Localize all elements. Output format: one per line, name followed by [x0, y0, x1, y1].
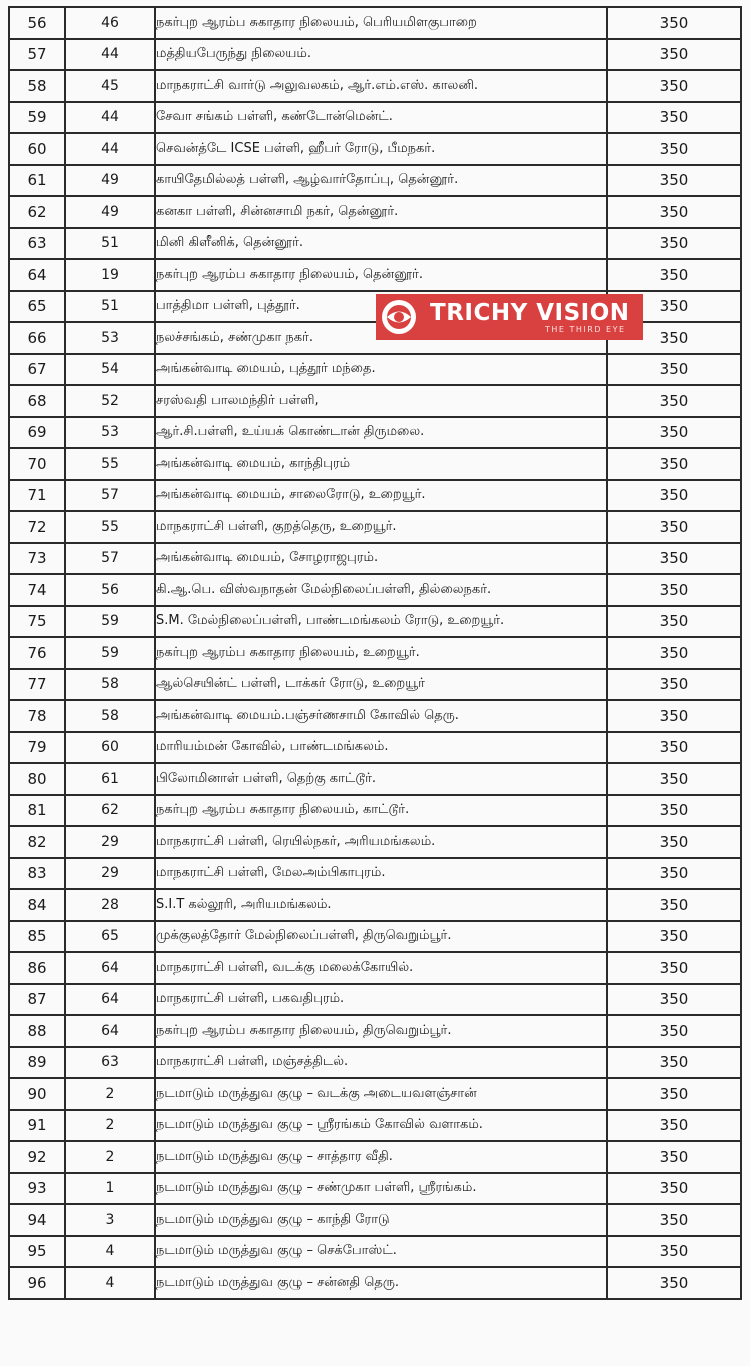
table-row: [9, 795, 741, 827]
table-row: [9, 732, 741, 764]
serial-number-cell: 79: [9, 732, 65, 764]
serial-number-cell: 72: [9, 511, 65, 543]
centre-location-cell: ஆர்.சி.பள்ளி, உய்யக் கொண்டான் திருமலை.: [155, 417, 607, 449]
ward-number-cell: 51: [65, 228, 155, 260]
ward-number-cell: 52: [65, 385, 155, 417]
dose-count-cell: 350: [607, 102, 741, 134]
dose-count-cell: 350: [607, 322, 741, 354]
dose-count-cell: 350: [607, 7, 741, 39]
watermark-brand: TRICHY VISION: [430, 299, 630, 326]
ward-number-cell: 53: [65, 417, 155, 449]
dose-count-cell: 350: [607, 952, 741, 984]
dose-count-cell: 350: [607, 448, 741, 480]
centre-location-cell: அங்கன்வாடி மையம், சாலைரோடு, உறையூர்.: [155, 480, 607, 512]
centre-location-cell: நகர்புற ஆரம்ப சுகாதார நிலையம், காட்டூர்.: [155, 795, 607, 827]
serial-number-cell: 56: [9, 7, 65, 39]
table-row: [9, 543, 741, 575]
centre-location-cell: கனகா பள்ளி, சின்னசாமி நகர், தென்னூர்.: [155, 196, 607, 228]
serial-number-cell: 76: [9, 637, 65, 669]
dose-count-cell: 350: [607, 133, 741, 165]
ward-number-cell: 44: [65, 102, 155, 134]
dose-count-cell: 350: [607, 70, 741, 102]
dose-count-cell: 350: [607, 291, 741, 323]
table-row: [9, 1204, 741, 1236]
dose-count-cell: 350: [607, 1015, 741, 1047]
serial-number-cell: 78: [9, 700, 65, 732]
dose-count-cell: 350: [607, 669, 741, 701]
dose-count-cell: 350: [607, 889, 741, 921]
dose-count-cell: 350: [607, 354, 741, 386]
serial-number-cell: 70: [9, 448, 65, 480]
table-row: [9, 511, 741, 543]
ward-number-cell: 55: [65, 448, 155, 480]
dose-count-cell: 350: [607, 1204, 741, 1236]
table-row: [9, 889, 741, 921]
serial-number-cell: 83: [9, 858, 65, 890]
dose-count-cell: 350: [607, 39, 741, 71]
table-row: [9, 259, 741, 291]
ward-number-cell: 2: [65, 1141, 155, 1173]
centre-location-cell: அங்கன்வாடி மையம், புத்தூர் மந்தை.: [155, 354, 607, 386]
serial-number-cell: 64: [9, 259, 65, 291]
centre-location-cell: மாரியம்மன் கோவில், பாண்டமங்கலம்.: [155, 732, 607, 764]
serial-number-cell: 96: [9, 1267, 65, 1299]
table-row: [9, 952, 741, 984]
centre-location-cell: அங்கன்வாடி மையம், காந்திபுரம்: [155, 448, 607, 480]
ward-number-cell: 58: [65, 669, 155, 701]
centre-location-cell: பாத்திமா பள்ளி, புத்தூர்.: [155, 291, 607, 323]
dose-count-cell: 350: [607, 1173, 741, 1205]
table-row: [9, 1141, 741, 1173]
centre-location-cell: நடமாடும் மருத்துவ குழு – காந்தி ரோடு: [155, 1204, 607, 1236]
serial-number-cell: 73: [9, 543, 65, 575]
table-row: [9, 1236, 741, 1268]
centre-location-cell: காயிதேமில்லத் பள்ளி, ஆழ்வார்தோப்பு, தென்னூர்.: [155, 165, 607, 197]
ward-number-cell: 49: [65, 165, 155, 197]
watermark-tagline: THE THIRD EYE: [545, 324, 626, 334]
ward-number-cell: 45: [65, 70, 155, 102]
ward-number-cell: 64: [65, 984, 155, 1016]
centre-location-cell: மாநகராட்சி பள்ளி, மேலஅம்பிகாபுரம்.: [155, 858, 607, 890]
dose-count-cell: 350: [607, 228, 741, 260]
centre-location-cell: சேவா சங்கம் பள்ளி, கண்டோன்மென்ட்.: [155, 102, 607, 134]
table-row: [9, 763, 741, 795]
centre-location-cell: நகர்புற ஆரம்ப சுகாதார நிலையம், உறையூர்.: [155, 637, 607, 669]
dose-count-cell: 350: [607, 1236, 741, 1268]
serial-number-cell: 94: [9, 1204, 65, 1236]
ward-number-cell: 57: [65, 480, 155, 512]
ward-number-cell: 4: [65, 1267, 155, 1299]
centre-location-cell: S.I.T கல்லூரி, அரியமங்கலம்.: [155, 889, 607, 921]
ward-number-cell: 63: [65, 1047, 155, 1079]
table-row: [9, 921, 741, 953]
serial-number-cell: 88: [9, 1015, 65, 1047]
serial-number-cell: 77: [9, 669, 65, 701]
centre-location-cell: பிலோமினாள் பள்ளி, தெற்கு காட்டூர்.: [155, 763, 607, 795]
serial-number-cell: 81: [9, 795, 65, 827]
centre-location-cell: அங்கன்வாடி மையம், சோழராஜபுரம்.: [155, 543, 607, 575]
dose-count-cell: 350: [607, 165, 741, 197]
dose-count-cell: 350: [607, 1141, 741, 1173]
dose-count-cell: 350: [607, 732, 741, 764]
serial-number-cell: 90: [9, 1078, 65, 1110]
serial-number-cell: 57: [9, 39, 65, 71]
dose-count-cell: 350: [607, 637, 741, 669]
centre-location-cell: S.M. மேல்நிலைப்பள்ளி, பாண்டமங்கலம் ரோடு, உறையூர்.: [155, 606, 607, 638]
table-row: [9, 70, 741, 102]
centre-location-cell: மாநகராட்சி வார்டு அலுவலகம், ஆர்.எம்.எஸ். காலனி.: [155, 70, 607, 102]
ward-number-cell: 59: [65, 606, 155, 638]
dose-count-cell: 350: [607, 385, 741, 417]
serial-number-cell: 60: [9, 133, 65, 165]
serial-number-cell: 69: [9, 417, 65, 449]
ward-number-cell: 55: [65, 511, 155, 543]
centre-location-cell: மத்தியபேருந்து நிலையம்.: [155, 39, 607, 71]
table-row: [9, 165, 741, 197]
table-row: [9, 417, 741, 449]
serial-number-cell: 87: [9, 984, 65, 1016]
ward-number-cell: 28: [65, 889, 155, 921]
centre-location-cell: நடமாடும் மருத்துவ குழு – சாத்தார வீதி.: [155, 1141, 607, 1173]
serial-number-cell: 66: [9, 322, 65, 354]
table-row: [9, 196, 741, 228]
table-row: [9, 133, 741, 165]
table-row: [9, 1173, 741, 1205]
centre-location-cell: கி.ஆ.பெ. விஸ்வநாதன் மேல்நிலைப்பள்ளி, தில்லைநகர்.: [155, 574, 607, 606]
centre-location-cell: சரஸ்வதி பாலமந்திர் பள்ளி,: [155, 385, 607, 417]
dose-count-cell: 350: [607, 259, 741, 291]
table-row: [9, 7, 741, 39]
dose-count-cell: 350: [607, 480, 741, 512]
table-body: [9, 7, 741, 1299]
centre-location-cell: ஆல்செயின்ட் பள்ளி, டாக்கர் ரோடு, உறையூர்: [155, 669, 607, 701]
ward-number-cell: 53: [65, 322, 155, 354]
ward-number-cell: 56: [65, 574, 155, 606]
ward-number-cell: 29: [65, 826, 155, 858]
serial-number-cell: 95: [9, 1236, 65, 1268]
ward-number-cell: 4: [65, 1236, 155, 1268]
centre-location-cell: மினி கிளீனிக், தென்னூர்.: [155, 228, 607, 260]
centre-location-cell: மாநகராட்சி பள்ளி, ரெயில்நகர், அரியமங்கலம்.: [155, 826, 607, 858]
dose-count-cell: 350: [607, 700, 741, 732]
dose-count-cell: 350: [607, 795, 741, 827]
ward-number-cell: 64: [65, 1015, 155, 1047]
ward-number-cell: 65: [65, 921, 155, 953]
centre-location-cell: நடமாடும் மருத்துவ குழு – சன்னதி தெரு.: [155, 1267, 607, 1299]
dose-count-cell: 350: [607, 1267, 741, 1299]
centre-location-cell: மாநகராட்சி பள்ளி, வடக்கு மலைக்கோயில்.: [155, 952, 607, 984]
centre-location-cell: முக்குலத்தோர் மேல்நிலைப்பள்ளி, திருவெறும்பூர்.: [155, 921, 607, 953]
dose-count-cell: 350: [607, 858, 741, 890]
ward-number-cell: 61: [65, 763, 155, 795]
table-row: [9, 480, 741, 512]
centre-location-cell: மாநகராட்சி பள்ளி, மஞ்சத்திடல்.: [155, 1047, 607, 1079]
eye-icon: [376, 294, 422, 340]
table-row: [9, 574, 741, 606]
ward-number-cell: 60: [65, 732, 155, 764]
dose-count-cell: 350: [607, 606, 741, 638]
table-row: [9, 858, 741, 890]
table-row: [9, 700, 741, 732]
ward-number-cell: 57: [65, 543, 155, 575]
serial-number-cell: 67: [9, 354, 65, 386]
serial-number-cell: 85: [9, 921, 65, 953]
dose-count-cell: 350: [607, 417, 741, 449]
serial-number-cell: 92: [9, 1141, 65, 1173]
dose-count-cell: 350: [607, 574, 741, 606]
serial-number-cell: 59: [9, 102, 65, 134]
serial-number-cell: 89: [9, 1047, 65, 1079]
ward-number-cell: 51: [65, 291, 155, 323]
dose-count-cell: 350: [607, 511, 741, 543]
table-row: [9, 1267, 741, 1299]
dose-count-cell: 350: [607, 921, 741, 953]
centre-location-cell: நடமாடும் மருத்துவ குழு – ஸ்ரீரங்கம் கோவில் வளாகம்.: [155, 1110, 607, 1142]
serial-number-cell: 71: [9, 480, 65, 512]
table-row: [9, 606, 741, 638]
centre-location-cell: நடமாடும் மருத்துவ குழு – வடக்கு அடையவளஞ்சான்: [155, 1078, 607, 1110]
serial-number-cell: 91: [9, 1110, 65, 1142]
centre-location-cell: செவன்த்டே ICSE பள்ளி, ஹீபர் ரோடு, பீமநகர்.: [155, 133, 607, 165]
centre-location-cell: நகர்புற ஆரம்ப சுகாதார நிலையம், திருவெறும்பூர்.: [155, 1015, 607, 1047]
table-row: [9, 1047, 741, 1079]
centre-location-cell: நகர்புற ஆரம்ப சுகாதார நிலையம், தென்னூர்.: [155, 259, 607, 291]
centre-location-cell: நடமாடும் மருத்துவ குழு – சண்முகா பள்ளி, ஸ்ரீரங்கம்.: [155, 1173, 607, 1205]
ward-number-cell: 19: [65, 259, 155, 291]
centre-location-cell: நலச்சங்கம், சண்முகா நகர்.: [155, 322, 607, 354]
dose-count-cell: 350: [607, 1110, 741, 1142]
serial-number-cell: 58: [9, 70, 65, 102]
table-row: [9, 1110, 741, 1142]
ward-number-cell: 44: [65, 39, 155, 71]
dose-count-cell: 350: [607, 1047, 741, 1079]
serial-number-cell: 62: [9, 196, 65, 228]
serial-number-cell: 93: [9, 1173, 65, 1205]
serial-number-cell: 86: [9, 952, 65, 984]
ward-number-cell: 54: [65, 354, 155, 386]
dose-count-cell: 350: [607, 543, 741, 575]
serial-number-cell: 68: [9, 385, 65, 417]
centre-location-cell: மாநகராட்சி பள்ளி, பகவதிபுரம்.: [155, 984, 607, 1016]
ward-number-cell: 59: [65, 637, 155, 669]
table-row: [9, 1078, 741, 1110]
table-row: [9, 39, 741, 71]
vaccination-centres-table: [8, 6, 742, 1300]
dose-count-cell: 350: [607, 763, 741, 795]
trichy-vision-watermark: [376, 294, 643, 340]
ward-number-cell: 49: [65, 196, 155, 228]
serial-number-cell: 74: [9, 574, 65, 606]
table-row: [9, 1015, 741, 1047]
ward-number-cell: 29: [65, 858, 155, 890]
table-row: [9, 102, 741, 134]
serial-number-cell: 80: [9, 763, 65, 795]
table-row: [9, 984, 741, 1016]
centre-location-cell: நகர்புற ஆரம்ப சுகாதார நிலையம், பெரியமிளகுபாறை: [155, 7, 607, 39]
serial-number-cell: 75: [9, 606, 65, 638]
serial-number-cell: 82: [9, 826, 65, 858]
dose-count-cell: 350: [607, 826, 741, 858]
centre-location-cell: மாநகராட்சி பள்ளி, குறத்தெரு, உறையூர்.: [155, 511, 607, 543]
serial-number-cell: 84: [9, 889, 65, 921]
table-row: [9, 826, 741, 858]
centre-location-cell: நடமாடும் மருத்துவ குழு – செக்போஸ்ட்.: [155, 1236, 607, 1268]
dose-count-cell: 350: [607, 984, 741, 1016]
dose-count-cell: 350: [607, 196, 741, 228]
serial-number-cell: 63: [9, 228, 65, 260]
dose-count-cell: 350: [607, 1078, 741, 1110]
centre-location-cell: அங்கன்வாடி மையம்.பஞ்சர்ணசாமி கோவில் தெரு.: [155, 700, 607, 732]
ward-number-cell: 58: [65, 700, 155, 732]
serial-number-cell: 61: [9, 165, 65, 197]
serial-number-cell: 65: [9, 291, 65, 323]
table-row: [9, 448, 741, 480]
ward-number-cell: 62: [65, 795, 155, 827]
ward-number-cell: 1: [65, 1173, 155, 1205]
ward-number-cell: 2: [65, 1110, 155, 1142]
ward-number-cell: 64: [65, 952, 155, 984]
ward-number-cell: 2: [65, 1078, 155, 1110]
table-row: [9, 637, 741, 669]
ward-number-cell: 44: [65, 133, 155, 165]
table-row: [9, 385, 741, 417]
table-row: [9, 354, 741, 386]
ward-number-cell: 46: [65, 7, 155, 39]
table-row: [9, 228, 741, 260]
table-row: [9, 669, 741, 701]
ward-number-cell: 3: [65, 1204, 155, 1236]
